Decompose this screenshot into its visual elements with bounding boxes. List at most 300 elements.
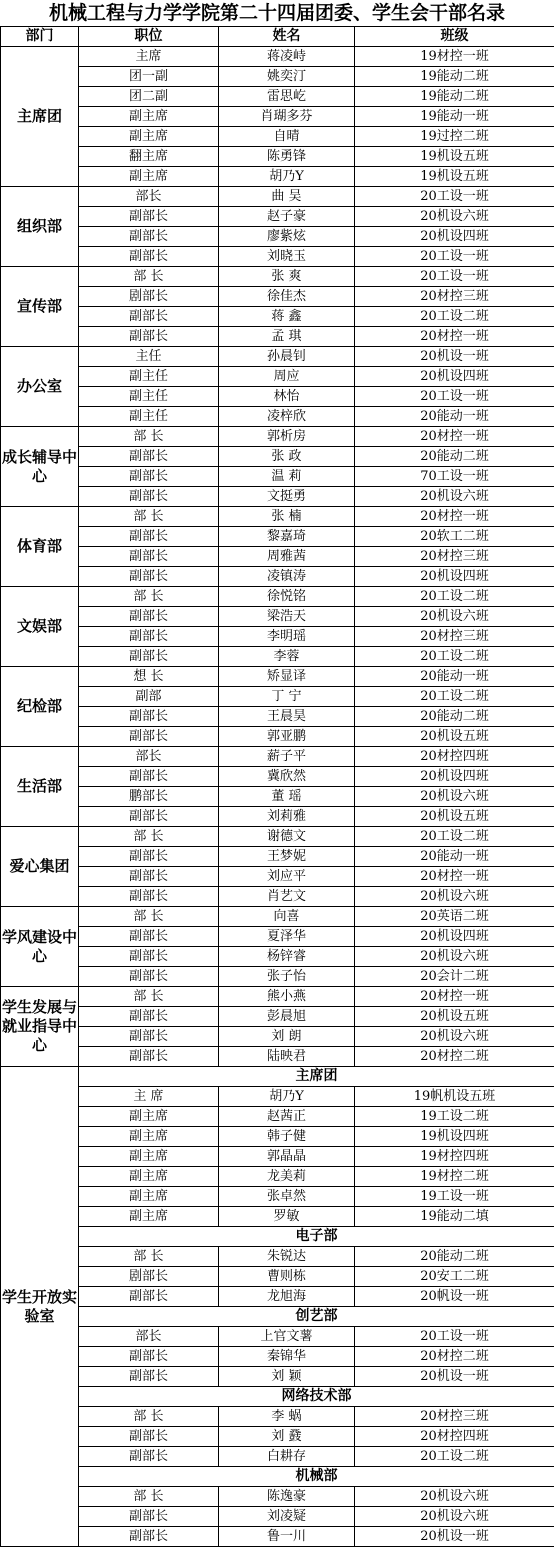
department-name: 学风建设中心 xyxy=(1,907,79,987)
table-row xyxy=(1,647,554,667)
name-cell: 姚奕汀 xyxy=(219,67,355,87)
class-cell: 20会计二班 xyxy=(355,967,554,987)
position-cell: 副部长 xyxy=(79,247,219,267)
name-cell: 向喜 xyxy=(219,907,355,927)
class-cell: 20机设六班 xyxy=(355,487,554,507)
name-cell: 周雅茜 xyxy=(219,547,355,567)
position-cell: 部 长 xyxy=(79,587,219,607)
table-row xyxy=(1,1287,554,1307)
table-row xyxy=(1,127,554,147)
position-cell: 副部长 xyxy=(79,527,219,547)
name-cell: 郭析房 xyxy=(219,427,355,447)
department-name: 办公室 xyxy=(1,347,79,427)
subgroup-title: 电子部 xyxy=(79,1227,554,1247)
table-row xyxy=(1,1367,554,1387)
position-cell: 部 长 xyxy=(79,1407,219,1427)
table-row xyxy=(1,247,554,267)
table-row xyxy=(1,1407,554,1427)
department-name: 主席团 xyxy=(1,47,79,187)
name-cell: 张卓然 xyxy=(219,1187,355,1207)
header-row xyxy=(1,27,554,47)
class-cell: 20机设一班 xyxy=(355,347,554,367)
class-cell: 20机设五班 xyxy=(355,1007,554,1027)
table-row xyxy=(1,1427,554,1447)
table-row xyxy=(1,767,554,787)
position-cell: 团二副 xyxy=(79,87,219,107)
position-cell: 部 长 xyxy=(79,267,219,287)
position-cell: 副部 xyxy=(79,687,219,707)
name-cell: 矫显译 xyxy=(219,667,355,687)
position-cell: 部长 xyxy=(79,187,219,207)
class-cell: 20材控一班 xyxy=(355,987,554,1007)
position-cell: 副主席 xyxy=(79,167,219,187)
name-cell: 李明瑶 xyxy=(219,627,355,647)
table-row xyxy=(1,147,554,167)
position-cell: 副主席 xyxy=(79,1147,219,1167)
table-row xyxy=(1,47,554,67)
position-cell: 翻主席 xyxy=(79,147,219,167)
class-cell: 20机设四班 xyxy=(355,767,554,787)
name-cell: 廖紫炫 xyxy=(219,227,355,247)
name-cell: 龙旭海 xyxy=(219,1287,355,1307)
position-cell: 副部长 xyxy=(79,1047,219,1067)
position-cell: 团一副 xyxy=(79,67,219,87)
roster-table xyxy=(0,26,554,1547)
table-row xyxy=(1,987,554,1007)
name-cell: 曲 吴 xyxy=(219,187,355,207)
name-cell: 李蓉 xyxy=(219,647,355,667)
position-cell: 副部长 xyxy=(79,1347,219,1367)
class-cell: 20机设六班 xyxy=(355,1487,554,1507)
table-row xyxy=(1,867,554,887)
name-cell: 梁浩天 xyxy=(219,607,355,627)
class-cell: 20工设一班 xyxy=(355,187,554,207)
position-cell: 副部长 xyxy=(79,467,219,487)
position-cell: 副主任 xyxy=(79,367,219,387)
class-cell: 20软工二班 xyxy=(355,527,554,547)
table-row xyxy=(1,1127,554,1147)
position-cell: 副部长 xyxy=(79,447,219,467)
class-cell: 70工设一班 xyxy=(355,467,554,487)
name-cell: 王晨昊 xyxy=(219,707,355,727)
class-cell: 19工设二班 xyxy=(355,1107,554,1127)
name-cell: 曹则栋 xyxy=(219,1267,355,1287)
name-cell: 胡乃Y xyxy=(219,167,355,187)
position-cell: 部 长 xyxy=(79,1487,219,1507)
position-cell: 副部长 xyxy=(79,607,219,627)
class-cell: 20机设一班 xyxy=(355,1367,554,1387)
class-cell: 20材控三班 xyxy=(355,287,554,307)
roster-body xyxy=(1,27,554,1547)
position-cell: 副部长 xyxy=(79,567,219,587)
table-row xyxy=(1,1087,554,1107)
name-cell: 秦锦华 xyxy=(219,1347,355,1367)
position-cell: 部 长 xyxy=(79,907,219,927)
table-row xyxy=(1,347,554,367)
name-cell: 孙晨钊 xyxy=(219,347,355,367)
table-row xyxy=(1,387,554,407)
subgroup-row xyxy=(1,1307,554,1327)
name-cell: 李 蜗 xyxy=(219,1407,355,1427)
name-cell: 丁 宁 xyxy=(219,687,355,707)
class-cell: 20材控四班 xyxy=(355,1427,554,1447)
table-row xyxy=(1,927,554,947)
table-row xyxy=(1,1167,554,1187)
name-cell: 刘凌疑 xyxy=(219,1507,355,1527)
table-row xyxy=(1,1147,554,1167)
position-cell: 部 长 xyxy=(79,987,219,1007)
name-cell: 凌镇涛 xyxy=(219,567,355,587)
table-row xyxy=(1,1207,554,1227)
name-cell: 罗敏 xyxy=(219,1207,355,1227)
name-cell: 刘晓玉 xyxy=(219,247,355,267)
table-row xyxy=(1,847,554,867)
class-cell: 20工设二班 xyxy=(355,687,554,707)
table-row xyxy=(1,1507,554,1527)
department-name: 纪检部 xyxy=(1,667,79,747)
subgroup-title: 机械部 xyxy=(79,1467,554,1487)
department-name: 学生发展与就业指导中心 xyxy=(1,987,79,1067)
class-cell: 19工设一班 xyxy=(355,1187,554,1207)
name-cell: 韩子健 xyxy=(219,1127,355,1147)
table-row xyxy=(1,367,554,387)
class-cell: 20能动二班 xyxy=(355,707,554,727)
table-row xyxy=(1,487,554,507)
table-row xyxy=(1,727,554,747)
class-cell: 19材控一班 xyxy=(355,47,554,67)
class-cell: 19能动一班 xyxy=(355,107,554,127)
class-cell: 20机设六班 xyxy=(355,207,554,227)
class-cell: 20工设一班 xyxy=(355,267,554,287)
class-cell: 20工设一班 xyxy=(355,1327,554,1347)
table-row xyxy=(1,547,554,567)
table-row xyxy=(1,967,554,987)
subgroup-row xyxy=(1,1227,554,1247)
position-cell: 副主席 xyxy=(79,127,219,147)
class-cell: 20能动一班 xyxy=(355,847,554,867)
table-row xyxy=(1,267,554,287)
table-row xyxy=(1,607,554,627)
position-cell: 副部长 xyxy=(79,767,219,787)
class-cell: 20工设二班 xyxy=(355,307,554,327)
name-cell: 上官文薯 xyxy=(219,1327,355,1347)
subgroup-row xyxy=(1,1067,554,1087)
name-cell: 赵子豪 xyxy=(219,207,355,227)
class-cell: 19能动二填 xyxy=(355,1207,554,1227)
name-cell: 黎嘉琦 xyxy=(219,527,355,547)
class-cell: 20机设六班 xyxy=(355,607,554,627)
name-cell: 刘 鼗 xyxy=(219,1427,355,1447)
position-cell: 副主席 xyxy=(79,1167,219,1187)
class-cell: 20工设二班 xyxy=(355,647,554,667)
name-cell: 熊小燕 xyxy=(219,987,355,1007)
position-cell: 副部长 xyxy=(79,1427,219,1447)
position-cell: 副部长 xyxy=(79,1287,219,1307)
name-cell: 凌梓欣 xyxy=(219,407,355,427)
position-cell: 副部长 xyxy=(79,1527,219,1547)
class-cell: 20机设四班 xyxy=(355,367,554,387)
table-row xyxy=(1,947,554,967)
class-cell: 20工设二班 xyxy=(355,827,554,847)
name-cell: 白耕存 xyxy=(219,1447,355,1467)
table-row xyxy=(1,507,554,527)
class-cell: 20能动二班 xyxy=(355,447,554,467)
position-cell: 部长 xyxy=(79,747,219,767)
position-cell: 鹏部长 xyxy=(79,787,219,807)
name-cell: 刘 颖 xyxy=(219,1367,355,1387)
class-cell: 20工设一班 xyxy=(355,387,554,407)
table-row xyxy=(1,1007,554,1027)
table-row xyxy=(1,1247,554,1267)
table-row xyxy=(1,427,554,447)
name-cell: 温 莉 xyxy=(219,467,355,487)
table-row xyxy=(1,1187,554,1207)
position-cell: 副部长 xyxy=(79,727,219,747)
position-cell: 副主席 xyxy=(79,1107,219,1127)
position-cell: 副主席 xyxy=(79,1127,219,1147)
class-cell: 20机设四班 xyxy=(355,227,554,247)
name-cell: 张子怡 xyxy=(219,967,355,987)
name-cell: 郭亚鹏 xyxy=(219,727,355,747)
position-cell: 副部长 xyxy=(79,947,219,967)
table-row xyxy=(1,1487,554,1507)
position-cell: 副部长 xyxy=(79,1507,219,1527)
class-cell: 19能动二班 xyxy=(355,67,554,87)
table-row xyxy=(1,1107,554,1127)
class-cell: 20材控四班 xyxy=(355,747,554,767)
class-cell: 20机设六班 xyxy=(355,1027,554,1047)
name-cell: 陆映君 xyxy=(219,1047,355,1067)
class-cell: 19过控二班 xyxy=(355,127,554,147)
department-name: 文娱部 xyxy=(1,587,79,667)
name-cell: 雷思屹 xyxy=(219,87,355,107)
class-cell: 20机设六班 xyxy=(355,787,554,807)
class-cell: 20帆设一班 xyxy=(355,1287,554,1307)
position-cell: 副部长 xyxy=(79,647,219,667)
name-cell: 胡乃Y xyxy=(219,1087,355,1107)
position-cell: 副主任 xyxy=(79,387,219,407)
class-cell: 20机设六班 xyxy=(355,887,554,907)
name-cell: 郭晶晶 xyxy=(219,1147,355,1167)
table-row xyxy=(1,187,554,207)
name-cell: 肖瑚多芬 xyxy=(219,107,355,127)
name-cell: 陈逸豪 xyxy=(219,1487,355,1507)
position-cell: 副部长 xyxy=(79,1447,219,1467)
name-cell: 张 楠 xyxy=(219,507,355,527)
position-cell: 副主席 xyxy=(79,1207,219,1227)
position-cell: 副部长 xyxy=(79,847,219,867)
name-cell: 彭晨旭 xyxy=(219,1007,355,1027)
name-cell: 林怡 xyxy=(219,387,355,407)
class-cell: 20能动二班 xyxy=(355,1247,554,1267)
table-row xyxy=(1,1047,554,1067)
table-row xyxy=(1,1447,554,1467)
table-row xyxy=(1,407,554,427)
name-cell: 徐佳杰 xyxy=(219,287,355,307)
position-cell: 副部长 xyxy=(79,327,219,347)
class-cell: 20材控三班 xyxy=(355,627,554,647)
table-row xyxy=(1,207,554,227)
name-cell: 陈勇锋 xyxy=(219,147,355,167)
subgroup-row xyxy=(1,1387,554,1407)
class-cell: 19能动二班 xyxy=(355,87,554,107)
position-cell: 副部长 xyxy=(79,227,219,247)
page-title: 机械工程与力学学院第二十四届团委、学生会干部名录 xyxy=(48,2,505,24)
position-cell: 主席 xyxy=(79,47,219,67)
column-header-class: 班级 xyxy=(355,27,554,47)
position-cell: 想 长 xyxy=(79,667,219,687)
name-cell: 蒋凌峙 xyxy=(219,47,355,67)
table-row xyxy=(1,807,554,827)
name-cell: 朱锐达 xyxy=(219,1247,355,1267)
table-row xyxy=(1,787,554,807)
name-cell: 周应 xyxy=(219,367,355,387)
position-cell: 副部长 xyxy=(79,627,219,647)
position-cell: 副部长 xyxy=(79,487,219,507)
table-row xyxy=(1,287,554,307)
name-cell: 孟 琪 xyxy=(219,327,355,347)
name-cell: 肖艺文 xyxy=(219,887,355,907)
table-row xyxy=(1,107,554,127)
name-cell: 刘应平 xyxy=(219,867,355,887)
position-cell: 部 长 xyxy=(79,827,219,847)
position-cell: 副部长 xyxy=(79,927,219,947)
position-cell: 主 席 xyxy=(79,1087,219,1107)
class-cell: 20材控三班 xyxy=(355,547,554,567)
name-cell: 蒋 鑫 xyxy=(219,307,355,327)
name-cell: 刘 朗 xyxy=(219,1027,355,1047)
department-name: 生活部 xyxy=(1,747,79,827)
name-cell: 冀欣然 xyxy=(219,767,355,787)
class-cell: 20材控一班 xyxy=(355,867,554,887)
class-cell: 19材控二班 xyxy=(355,1167,554,1187)
class-cell: 20材控二班 xyxy=(355,1347,554,1367)
table-row xyxy=(1,167,554,187)
table-row xyxy=(1,687,554,707)
position-cell: 副主席 xyxy=(79,107,219,127)
class-cell: 20机设六班 xyxy=(355,1507,554,1527)
table-row xyxy=(1,1267,554,1287)
class-cell: 20机设五班 xyxy=(355,727,554,747)
position-cell: 副部长 xyxy=(79,307,219,327)
department-name: 爱心集团 xyxy=(1,827,79,907)
class-cell: 19机设五班 xyxy=(355,147,554,167)
position-cell: 副部长 xyxy=(79,887,219,907)
class-cell: 20工设二班 xyxy=(355,587,554,607)
name-cell: 刘莉雅 xyxy=(219,807,355,827)
name-cell: 董 瑶 xyxy=(219,787,355,807)
class-cell: 19帆机设五班 xyxy=(355,1087,554,1107)
class-cell: 20工设二班 xyxy=(355,1447,554,1467)
name-cell: 薪子平 xyxy=(219,747,355,767)
name-cell: 赵茜正 xyxy=(219,1107,355,1127)
name-cell: 王梦妮 xyxy=(219,847,355,867)
position-cell: 部 长 xyxy=(79,507,219,527)
department-name: 学生开放实验室 xyxy=(1,1067,79,1547)
class-cell: 20材控一班 xyxy=(355,327,554,347)
table-row xyxy=(1,907,554,927)
class-cell: 20安工二班 xyxy=(355,1267,554,1287)
table-row xyxy=(1,227,554,247)
department-name: 成长辅导中心 xyxy=(1,427,79,507)
class-cell: 19机设五班 xyxy=(355,167,554,187)
department-name: 宣传部 xyxy=(1,267,79,347)
subgroup-title: 主席团 xyxy=(79,1067,554,1087)
position-cell: 副部长 xyxy=(79,967,219,987)
position-cell: 副部长 xyxy=(79,807,219,827)
class-cell: 20机设五班 xyxy=(355,807,554,827)
table-row xyxy=(1,527,554,547)
class-cell: 20材控一班 xyxy=(355,507,554,527)
table-row xyxy=(1,707,554,727)
table-row xyxy=(1,467,554,487)
name-cell: 徐悦铭 xyxy=(219,587,355,607)
table-row xyxy=(1,827,554,847)
class-cell: 20机设四班 xyxy=(355,927,554,947)
position-cell: 剧部长 xyxy=(79,287,219,307)
name-cell: 自晴 xyxy=(219,127,355,147)
class-cell: 20能动一班 xyxy=(355,407,554,427)
table-row xyxy=(1,1327,554,1347)
class-cell: 20机设六班 xyxy=(355,947,554,967)
position-cell: 部 长 xyxy=(79,427,219,447)
column-header-department: 部门 xyxy=(1,27,79,47)
position-cell: 副部长 xyxy=(79,707,219,727)
table-row xyxy=(1,887,554,907)
table-row xyxy=(1,667,554,687)
position-cell: 剧部长 xyxy=(79,1267,219,1287)
subgroup-title: 网络技术部 xyxy=(79,1387,554,1407)
class-cell: 19材控四班 xyxy=(355,1147,554,1167)
class-cell: 20材控三班 xyxy=(355,1407,554,1427)
class-cell: 20机设四班 xyxy=(355,567,554,587)
column-header-name: 姓名 xyxy=(219,27,355,47)
table-row xyxy=(1,307,554,327)
class-cell: 20机设一班 xyxy=(355,1527,554,1547)
table-row xyxy=(1,747,554,767)
table-row xyxy=(1,1347,554,1367)
table-row xyxy=(1,67,554,87)
position-cell: 副部长 xyxy=(79,207,219,227)
position-cell: 副部长 xyxy=(79,867,219,887)
name-cell: 张 政 xyxy=(219,447,355,467)
table-row xyxy=(1,587,554,607)
position-cell: 副部长 xyxy=(79,1027,219,1047)
class-cell: 20材控一班 xyxy=(355,427,554,447)
class-cell: 19机设四班 xyxy=(355,1127,554,1147)
table-row xyxy=(1,627,554,647)
class-cell: 20英语二班 xyxy=(355,907,554,927)
department-name: 组织部 xyxy=(1,187,79,267)
name-cell: 文挺勇 xyxy=(219,487,355,507)
name-cell: 龙美莉 xyxy=(219,1167,355,1187)
table-row xyxy=(1,1527,554,1547)
position-cell: 部 长 xyxy=(79,1247,219,1267)
name-cell: 杨锌睿 xyxy=(219,947,355,967)
name-cell: 鲁一川 xyxy=(219,1527,355,1547)
table-row xyxy=(1,327,554,347)
department-name: 体育部 xyxy=(1,507,79,587)
table-row xyxy=(1,87,554,107)
table-row xyxy=(1,447,554,467)
position-cell: 部长 xyxy=(79,1327,219,1347)
position-cell: 副主任 xyxy=(79,407,219,427)
name-cell: 张 爽 xyxy=(219,267,355,287)
class-cell: 20工设一班 xyxy=(355,247,554,267)
class-cell: 20材控二班 xyxy=(355,1047,554,1067)
subgroup-title: 创艺部 xyxy=(79,1307,554,1327)
position-cell: 副部长 xyxy=(79,1367,219,1387)
